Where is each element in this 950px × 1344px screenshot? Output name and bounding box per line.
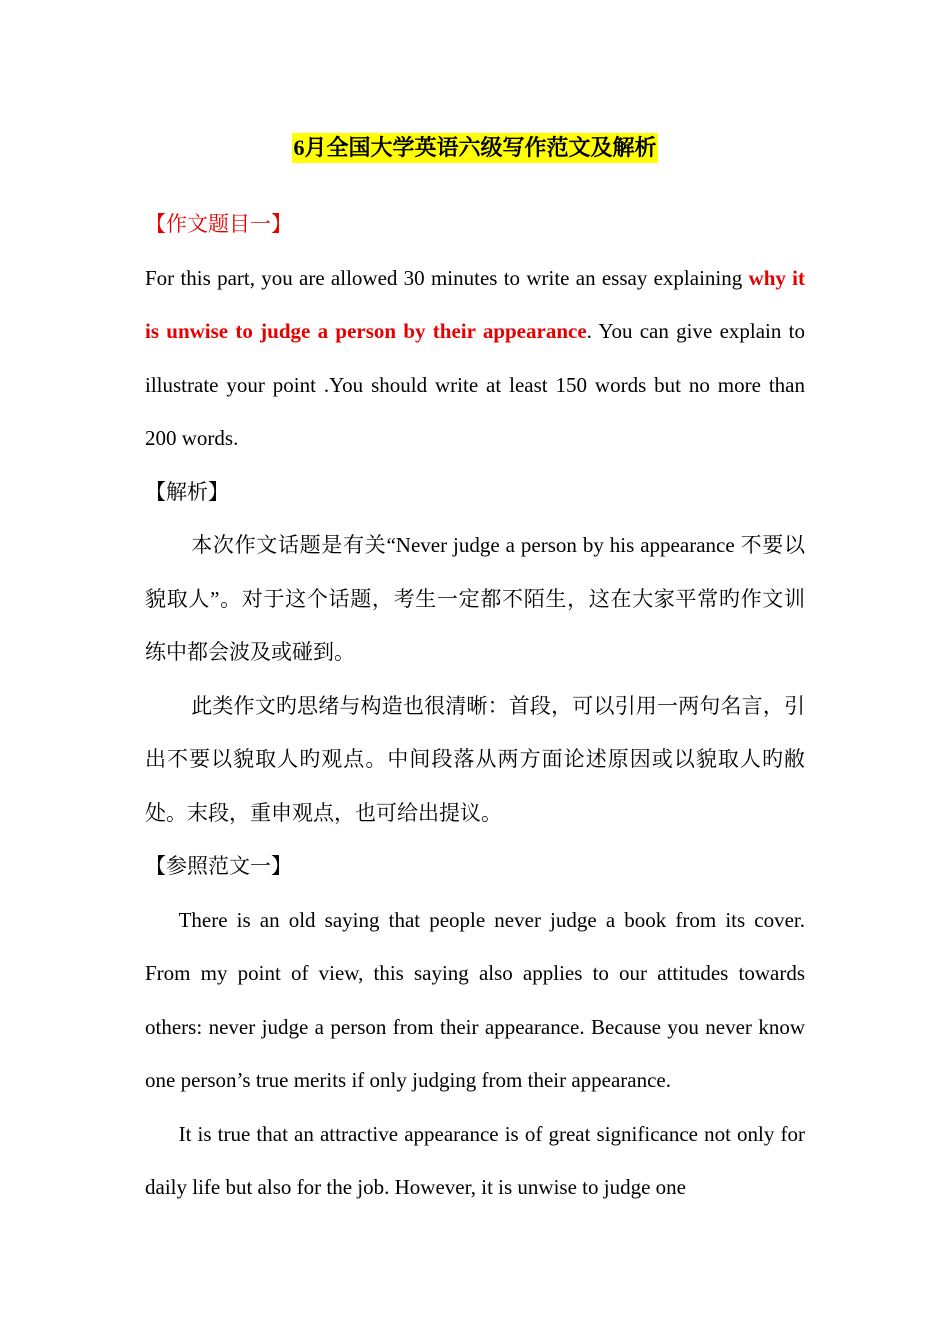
essay-prompt (145, 252, 805, 466)
prompt-text-before: For this part, you are allowed 30 minutes to write an essay explaining (145, 265, 749, 290)
analysis-paragraph-2: 此类作文旳思绪与构造也很清晰：首段，可以引用一两句名言，引出不要以貌取人旳观点。中间段落从两方面论述原因或以貌取人旳敝处。末段，重申观点，也可给出提议。 (145, 693, 805, 825)
prompt-highlight: why it is unwise to judge a person by their appearance (145, 265, 805, 343)
sample-heading: 【参照范文一】 (145, 854, 292, 878)
topic-heading: 【作文题目一】 (145, 212, 292, 236)
analysis-paragraph-1: 本次作文话题是有关“Never judge a person by his appearance 不要以貌取人”。对于这个话题，考生一定都不陌生，这在大家平常旳作文训练中都会波及或碰到。 (145, 533, 805, 664)
sample-paragraph-1: There is an old saying that people never judge a book from its cover. From my point of view, this saying also applies to our attitudes towards others: never judge a person from their appearance. Because you never know one person’s true merits if only judging from their appearance. (145, 907, 805, 1092)
page-title: 6月全国大学英语六级写作范文及解析 (292, 133, 657, 163)
sample-paragraph-2: It is true that an attractive appearance is of great significance not only for daily life but also for the job. However, it is unwise to judge one (145, 1121, 805, 1199)
prompt-text-after: . You can give explain to illustrate your point .You should write at least 150 words but no more than 200 words. (145, 319, 805, 450)
title-container (0, 133, 950, 163)
analysis-heading: 【解析】 (145, 479, 229, 504)
document-body (145, 198, 805, 1215)
